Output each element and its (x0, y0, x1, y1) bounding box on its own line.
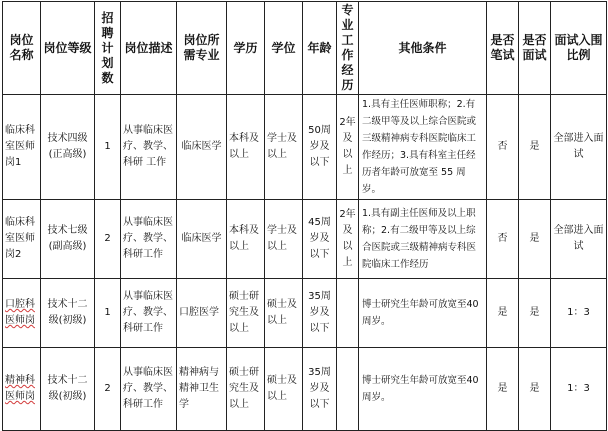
header-position-name: 岗位名称 (3, 2, 41, 95)
interview-ratio-cell: 全部进入面试 (551, 200, 607, 279)
header-interview-ratio: 面试入围比例 (551, 2, 607, 95)
table-row (3, 348, 607, 431)
header-degree: 学位 (265, 2, 303, 95)
written-exam-cell: 否 (487, 95, 519, 200)
experience-cell (337, 348, 359, 431)
recruit-count-cell: 1 (95, 95, 121, 200)
header-age: 年龄 (303, 2, 337, 95)
header-recruit-count: 招聘计划数 (95, 2, 121, 95)
position-name-cell: 精神科医师岗 (3, 348, 41, 431)
major-cell: 精神病与精神卫生学 (177, 348, 227, 431)
interview-ratio-cell: 1：3 (551, 348, 607, 431)
degree-cell: 硕士及以上 (265, 348, 303, 431)
major-cell: 临床医学 (177, 200, 227, 279)
header-experience: 专业工作经历 (337, 2, 359, 95)
other-conditions-cell: 1.具有副主任医师及以上职称；2.有二级甲等及以上综合医院或三级精神病专科医院临床工作经历 (359, 200, 487, 279)
header-other-conditions: 其他条件 (359, 2, 487, 95)
experience-cell: 2年及以上 (337, 95, 359, 200)
header-position-level: 岗位等级 (41, 2, 95, 95)
description-cell: 从事临床医疗、教学、科研工作 (121, 200, 177, 279)
table-row (3, 95, 607, 200)
other-conditions-cell: 1.具有主任医师职称；2.有二级甲等及以上综合医院或三级精神病专科医院临床工作经历；3.具有科室主任经历者年龄可放宽至 55 周岁。 (359, 95, 487, 200)
recruit-count-cell: 1 (95, 279, 121, 348)
interview-cell: 是 (519, 279, 551, 348)
position-level-cell: 技术七级(副高级) (41, 200, 95, 279)
table-row (3, 279, 607, 348)
header-row (3, 2, 607, 95)
interview-cell: 是 (519, 348, 551, 431)
position-name-cell: 临床科室医师岗2 (3, 200, 41, 279)
position-level-cell: 技术四级(正高级) (41, 95, 95, 200)
description-cell: 从事临床医疗、教学、科研工作 (121, 348, 177, 431)
header-interview: 是否面试 (519, 2, 551, 95)
written-exam-cell: 否 (487, 200, 519, 279)
interview-ratio-cell: 全部进入面试 (551, 95, 607, 200)
header-description: 岗位描述 (121, 2, 177, 95)
description-cell: 从事临床医疗、教学、科研工作 (121, 279, 177, 348)
other-conditions-cell: 博士研究生年龄可放宽至40周岁。 (359, 348, 487, 431)
degree-cell: 学士及以上 (265, 95, 303, 200)
position-name-cell: 临床科室医师岗1 (3, 95, 41, 200)
header-major: 岗位所需专业 (177, 2, 227, 95)
experience-cell: 2年及以上 (337, 200, 359, 279)
table-row (3, 200, 607, 279)
age-cell: 35周岁及以下 (303, 348, 337, 431)
major-cell: 临床医学 (177, 95, 227, 200)
education-cell: 本科及以上 (227, 200, 265, 279)
age-cell: 35周岁及以下 (303, 279, 337, 348)
experience-cell (337, 279, 359, 348)
education-cell: 硕士研究生及以上 (227, 348, 265, 431)
education-cell: 硕士研究生及以上 (227, 279, 265, 348)
age-cell: 45周岁及以下 (303, 200, 337, 279)
interview-cell: 是 (519, 95, 551, 200)
interview-ratio-cell: 1：3 (551, 279, 607, 348)
major-cell: 口腔医学 (177, 279, 227, 348)
interview-cell: 是 (519, 200, 551, 279)
other-conditions-cell: 博士研究生年龄可放宽至40周岁。 (359, 279, 487, 348)
recruit-count-cell: 2 (95, 200, 121, 279)
degree-cell: 硕士及以上 (265, 279, 303, 348)
position-level-cell: 技术十二级(初级) (41, 279, 95, 348)
age-cell: 50周岁及以下 (303, 95, 337, 200)
recruit-count-cell: 2 (95, 348, 121, 431)
header-written-exam: 是否笔试 (487, 2, 519, 95)
degree-cell: 学士及以上 (265, 200, 303, 279)
position-level-cell: 技术十二级(初级) (41, 348, 95, 431)
written-exam-cell: 是 (487, 348, 519, 431)
recruitment-table (2, 1, 607, 431)
position-name-cell: 口腔科医师岗 (3, 279, 41, 348)
written-exam-cell: 是 (487, 279, 519, 348)
education-cell: 本科及以上 (227, 95, 265, 200)
header-education: 学历 (227, 2, 265, 95)
description-cell: 从事临床医疗、教学、科研 工作 (121, 95, 177, 200)
